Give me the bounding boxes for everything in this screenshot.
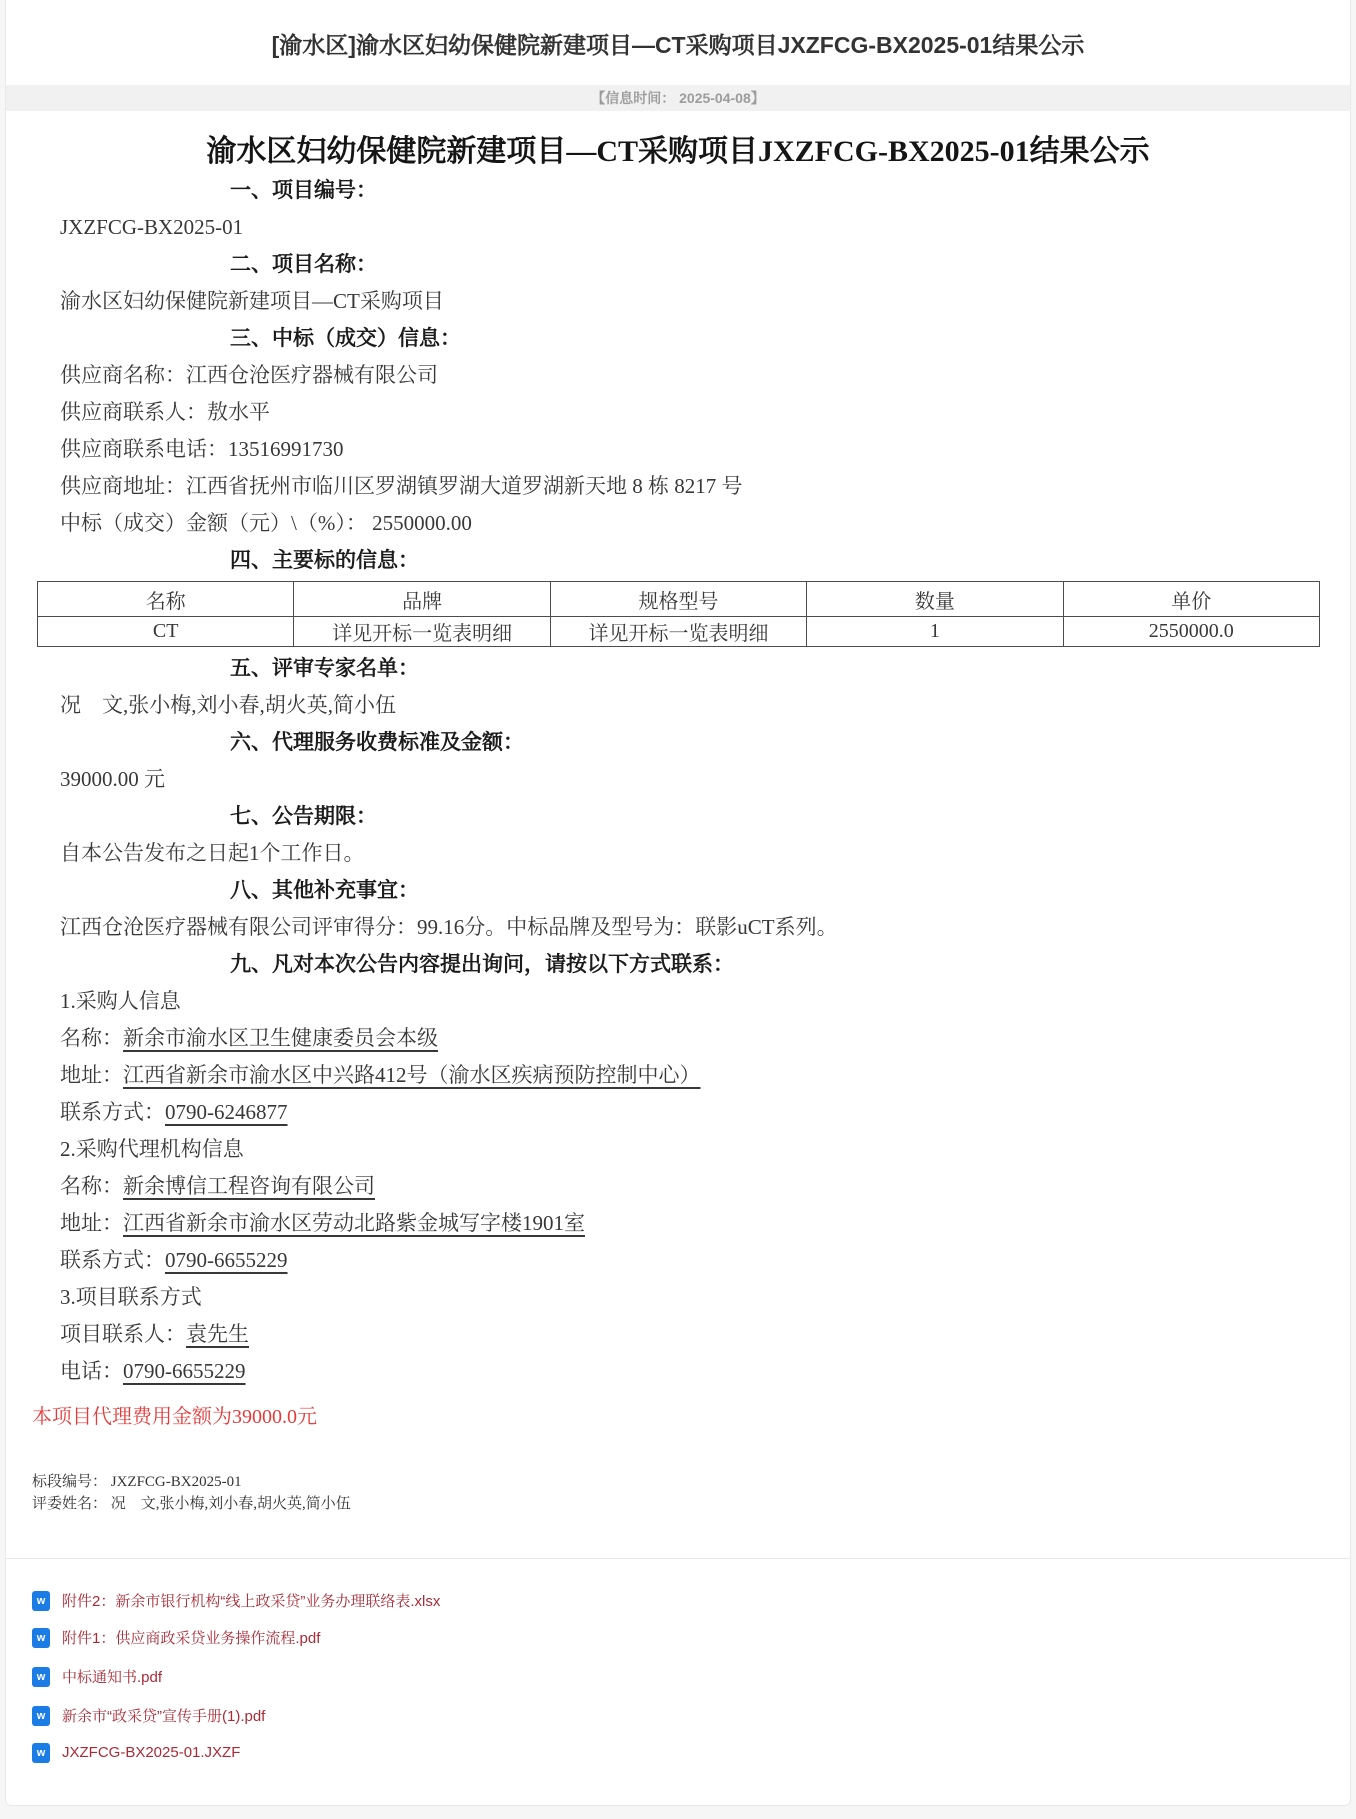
word-file-icon: w: [32, 1706, 50, 1726]
main-bid-table: [37, 581, 1320, 647]
content-panel: [5, 0, 1351, 1806]
attachment-name[interactable]: 附件2：新余市银行机构“线上政采贷”业务办理联络表.xlsx: [62, 1593, 441, 1610]
doc-line: 供应商地址：江西省抚州市临川区罗湖镇罗湖大道罗湖新天地 8 栋 8217 号: [60, 474, 743, 498]
doc-line: 况 文,张小梅,刘小春,胡火英,简小伍: [60, 693, 396, 717]
doc-line: 三、中标（成交）信息：: [230, 326, 461, 350]
table-cell: 2550000.0: [1063, 617, 1319, 647]
attachment-link[interactable]: [32, 1734, 1350, 1771]
table-header-cell: 规格型号: [550, 582, 806, 617]
word-file-icon: w: [32, 1591, 50, 1611]
doc-line: 联系方式：0790-6246877: [60, 1100, 288, 1124]
doc-line: 四、主要标的信息：: [230, 548, 419, 572]
table-cell: 详见开标一览表明细: [294, 617, 550, 647]
judges-line: 评委姓名： 况 文,张小梅,刘小春,胡火英,简小伍: [32, 1496, 351, 1512]
divider: [6, 1558, 1350, 1559]
doc-line: 名称：新余博信工程咨询有限公司: [60, 1174, 375, 1198]
doc-line: 六、代理服务收费标准及金额：: [230, 730, 524, 754]
attachment-link[interactable]: [32, 1582, 1350, 1619]
table-header-row: [38, 582, 1320, 617]
attachment-link[interactable]: [32, 1697, 1350, 1734]
attachment-link[interactable]: [32, 1619, 1350, 1656]
info-time-label: 【信息时间： 2025-04-08】: [591, 90, 765, 106]
table-header-cell: 单价: [1063, 582, 1319, 617]
table-header-cell: 名称: [38, 582, 294, 617]
doc-line: 39000.00 元: [60, 767, 165, 791]
doc-line: 江西仓沧医疗器械有限公司评审得分：99.16分。中标品牌及型号为：联影uCT系列。: [60, 915, 838, 939]
attachment-name[interactable]: 中标通知书.pdf: [62, 1669, 163, 1686]
doc-line: 项目联系人：袁先生: [60, 1322, 249, 1346]
doc-line: 联系方式：0790-6655229: [60, 1248, 288, 1272]
doc-line: 供应商联系电话：13516991730: [60, 437, 344, 461]
doc-line: 中标（成交）金额（元）\（%）： 2550000.00: [60, 511, 472, 535]
doc-line: 五、评审专家名单：: [230, 656, 419, 680]
word-file-icon: w: [32, 1628, 50, 1648]
attachment-name[interactable]: 附件1：供应商政采贷业务操作流程.pdf: [62, 1630, 321, 1647]
table-cell: CT: [38, 617, 294, 647]
doc-line: 七、公告期限：: [230, 804, 377, 828]
doc-line: 地址：江西省新余市渝水区中兴路412号（渝水区疾病预防控制中心）: [60, 1063, 701, 1087]
doc-line: 电话：0790-6655229: [60, 1359, 246, 1383]
table-cell: 详见开标一览表明细: [550, 617, 806, 647]
doc-line: 自本公告发布之日起1个工作日。: [60, 841, 365, 865]
doc-line: 二、项目名称：: [230, 252, 377, 276]
main-bid-table-wrap: [6, 579, 1350, 650]
announcement-body-part2: [6, 650, 1350, 1390]
section-code-line: 标段编号： JXZFCG-BX2025-01: [32, 1474, 242, 1490]
attachment-list: [32, 1582, 1350, 1771]
announcement-body-part1: [6, 172, 1350, 579]
table-row: [38, 617, 1320, 647]
doc-line: 2.采购代理机构信息: [60, 1137, 244, 1161]
doc-line: 供应商名称：江西仓沧医疗器械有限公司: [60, 363, 438, 387]
announcement-heading: 渝水区妇幼保健院新建项目—CT采购项目JXZFCG-BX2025-01结果公示: [206, 135, 1150, 168]
page-title: [渝水区]渝水区妇幼保健院新建项目—CT采购项目JXZFCG-BX2025-01结果公示: [271, 32, 1085, 58]
attachment-name[interactable]: JXZFCG-BX2025-01.JXZF: [62, 1744, 241, 1761]
doc-line: 1.采购人信息: [60, 989, 181, 1013]
doc-line: 供应商联系人：敖水平: [60, 400, 270, 424]
attachment-name[interactable]: 新余市“政采贷”宣传手册(1).pdf: [62, 1708, 266, 1725]
table-cell: 1: [807, 617, 1063, 647]
meta-block: [32, 1471, 1350, 1515]
word-file-icon: w: [32, 1743, 50, 1763]
agency-fee-notice: 本项目代理费用金额为39000.0元: [32, 1406, 317, 1428]
doc-line: 名称：新余市渝水区卫生健康委员会本级: [60, 1026, 438, 1050]
table-header-cell: 品牌: [294, 582, 550, 617]
doc-line: 渝水区妇幼保健院新建项目—CT采购项目: [60, 289, 444, 313]
attachment-link[interactable]: [32, 1658, 1350, 1695]
doc-line: 地址：江西省新余市渝水区劳动北路紫金城写字楼1901室: [60, 1211, 585, 1235]
doc-line: JXZFCG-BX2025-01: [60, 215, 244, 239]
table-header-cell: 数量: [807, 582, 1063, 617]
info-time-bar: [6, 85, 1350, 111]
doc-line: 一、项目编号：: [230, 178, 377, 202]
doc-line: 3.项目联系方式: [60, 1285, 202, 1309]
doc-line: 九、凡对本次公告内容提出询问，请按以下方式联系：: [230, 952, 734, 976]
word-file-icon: w: [32, 1667, 50, 1687]
doc-line: 八、其他补充事宜：: [230, 878, 419, 902]
